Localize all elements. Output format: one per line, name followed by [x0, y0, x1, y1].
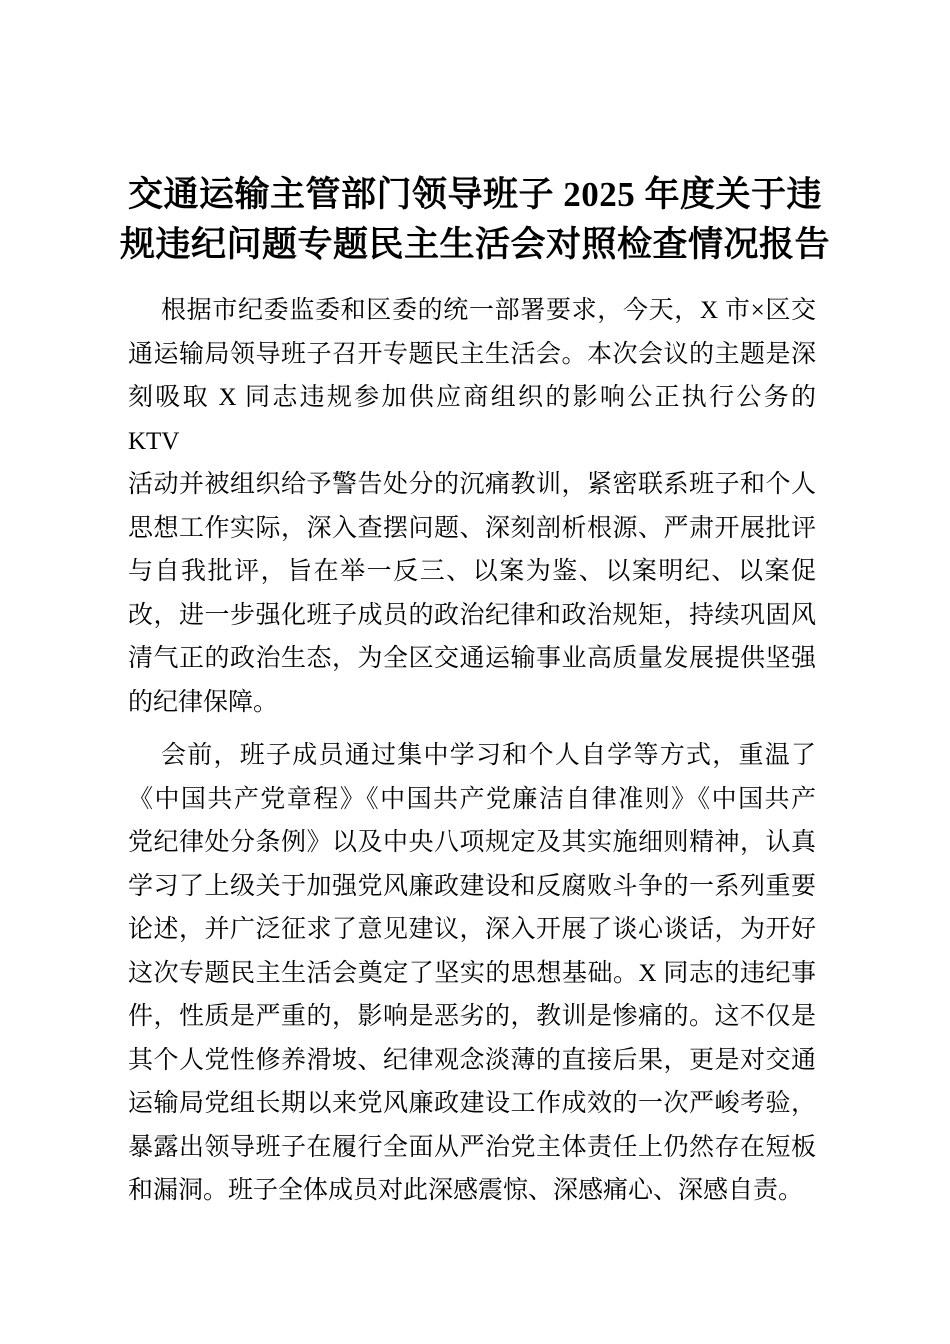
- paragraph: [128, 734, 816, 1213]
- paragraph-line: 暴露出领导班子在履行全面从严治党主体责任上仍然存在短板: [128, 1133, 816, 1161]
- paragraph-line: 思想工作实际，深入查摆问题、深刻剖析根源、严肃开展批评: [128, 514, 816, 542]
- paragraph-line: 和漏洞。班子全体成员对此深感震惊、深感痛心、深感自责。: [128, 1177, 804, 1204]
- paragraph-line: 论述，并广泛征求了意见建议，深入开展了谈心谈话，为开好: [128, 916, 816, 943]
- paragraph-line: 清气正的政治生态，为全区交通运输事业高质量发展提供坚强: [128, 645, 816, 672]
- document-body: [128, 289, 816, 1213]
- paragraph-line: 学习了上级关于加强党风廉政建设和反腐败斗争的一系列重要: [128, 872, 816, 900]
- paragraph-line: 党纪律处分条例》以及中央八项规定及其实施细则精神，认真: [128, 829, 816, 856]
- paragraph-line: 这次专题民主生活会奠定了坚实的思想基础。X 同志的违纪事: [128, 959, 816, 987]
- paragraph-line: 件，性质是严重的，影响是恶劣的，教训是惨痛的。这不仅是: [128, 1003, 816, 1030]
- paragraph-line: 运输局党组长期以来党风廉政建设工作成效的一次严峻考验，: [128, 1090, 816, 1117]
- paragraph-line: 活动并被组织给予警告处分的沉痛教训，紧密联系班子和个人: [128, 471, 816, 498]
- paragraph-line: 《中国共产党章程》《中国共产党廉洁自律准则》《中国共产: [128, 785, 816, 813]
- paragraph-line: 通运输局领导班子召开专题民主生活会。本次会议的主题是深: [128, 340, 816, 368]
- document-title-line: 交通运输主管部门领导班子 2025 年度关于违: [127, 175, 822, 214]
- paragraph: [128, 289, 816, 724]
- paragraph-line: 与自我批评，旨在举一反三、以案为鉴、以案明纪、以案促: [128, 558, 816, 585]
- paragraph-line: 会前，班子成员通过集中学习和个人自学等方式，重温了: [161, 742, 816, 769]
- paragraph-line: 的纪律保障。: [128, 688, 279, 716]
- paragraph-line: 根据市纪委监委和区委的统一部署要求，今天，X 市×区交: [161, 297, 816, 324]
- document-title: [0, 170, 950, 270]
- paragraph-line: 刻吸取 X 同志违规参加供应商组织的影响公正执行公务的 KTV: [128, 384, 816, 455]
- document-title-line: 规违纪问题专题民主生活会对照检查情况报告: [119, 225, 830, 264]
- paragraph-line: 其个人党性修养滑坡、纪律观念淡薄的直接后果，更是对交通: [128, 1046, 816, 1074]
- paragraph-line: 改，进一步强化班子成员的政治纪律和政治规矩，持续巩固风: [128, 601, 816, 629]
